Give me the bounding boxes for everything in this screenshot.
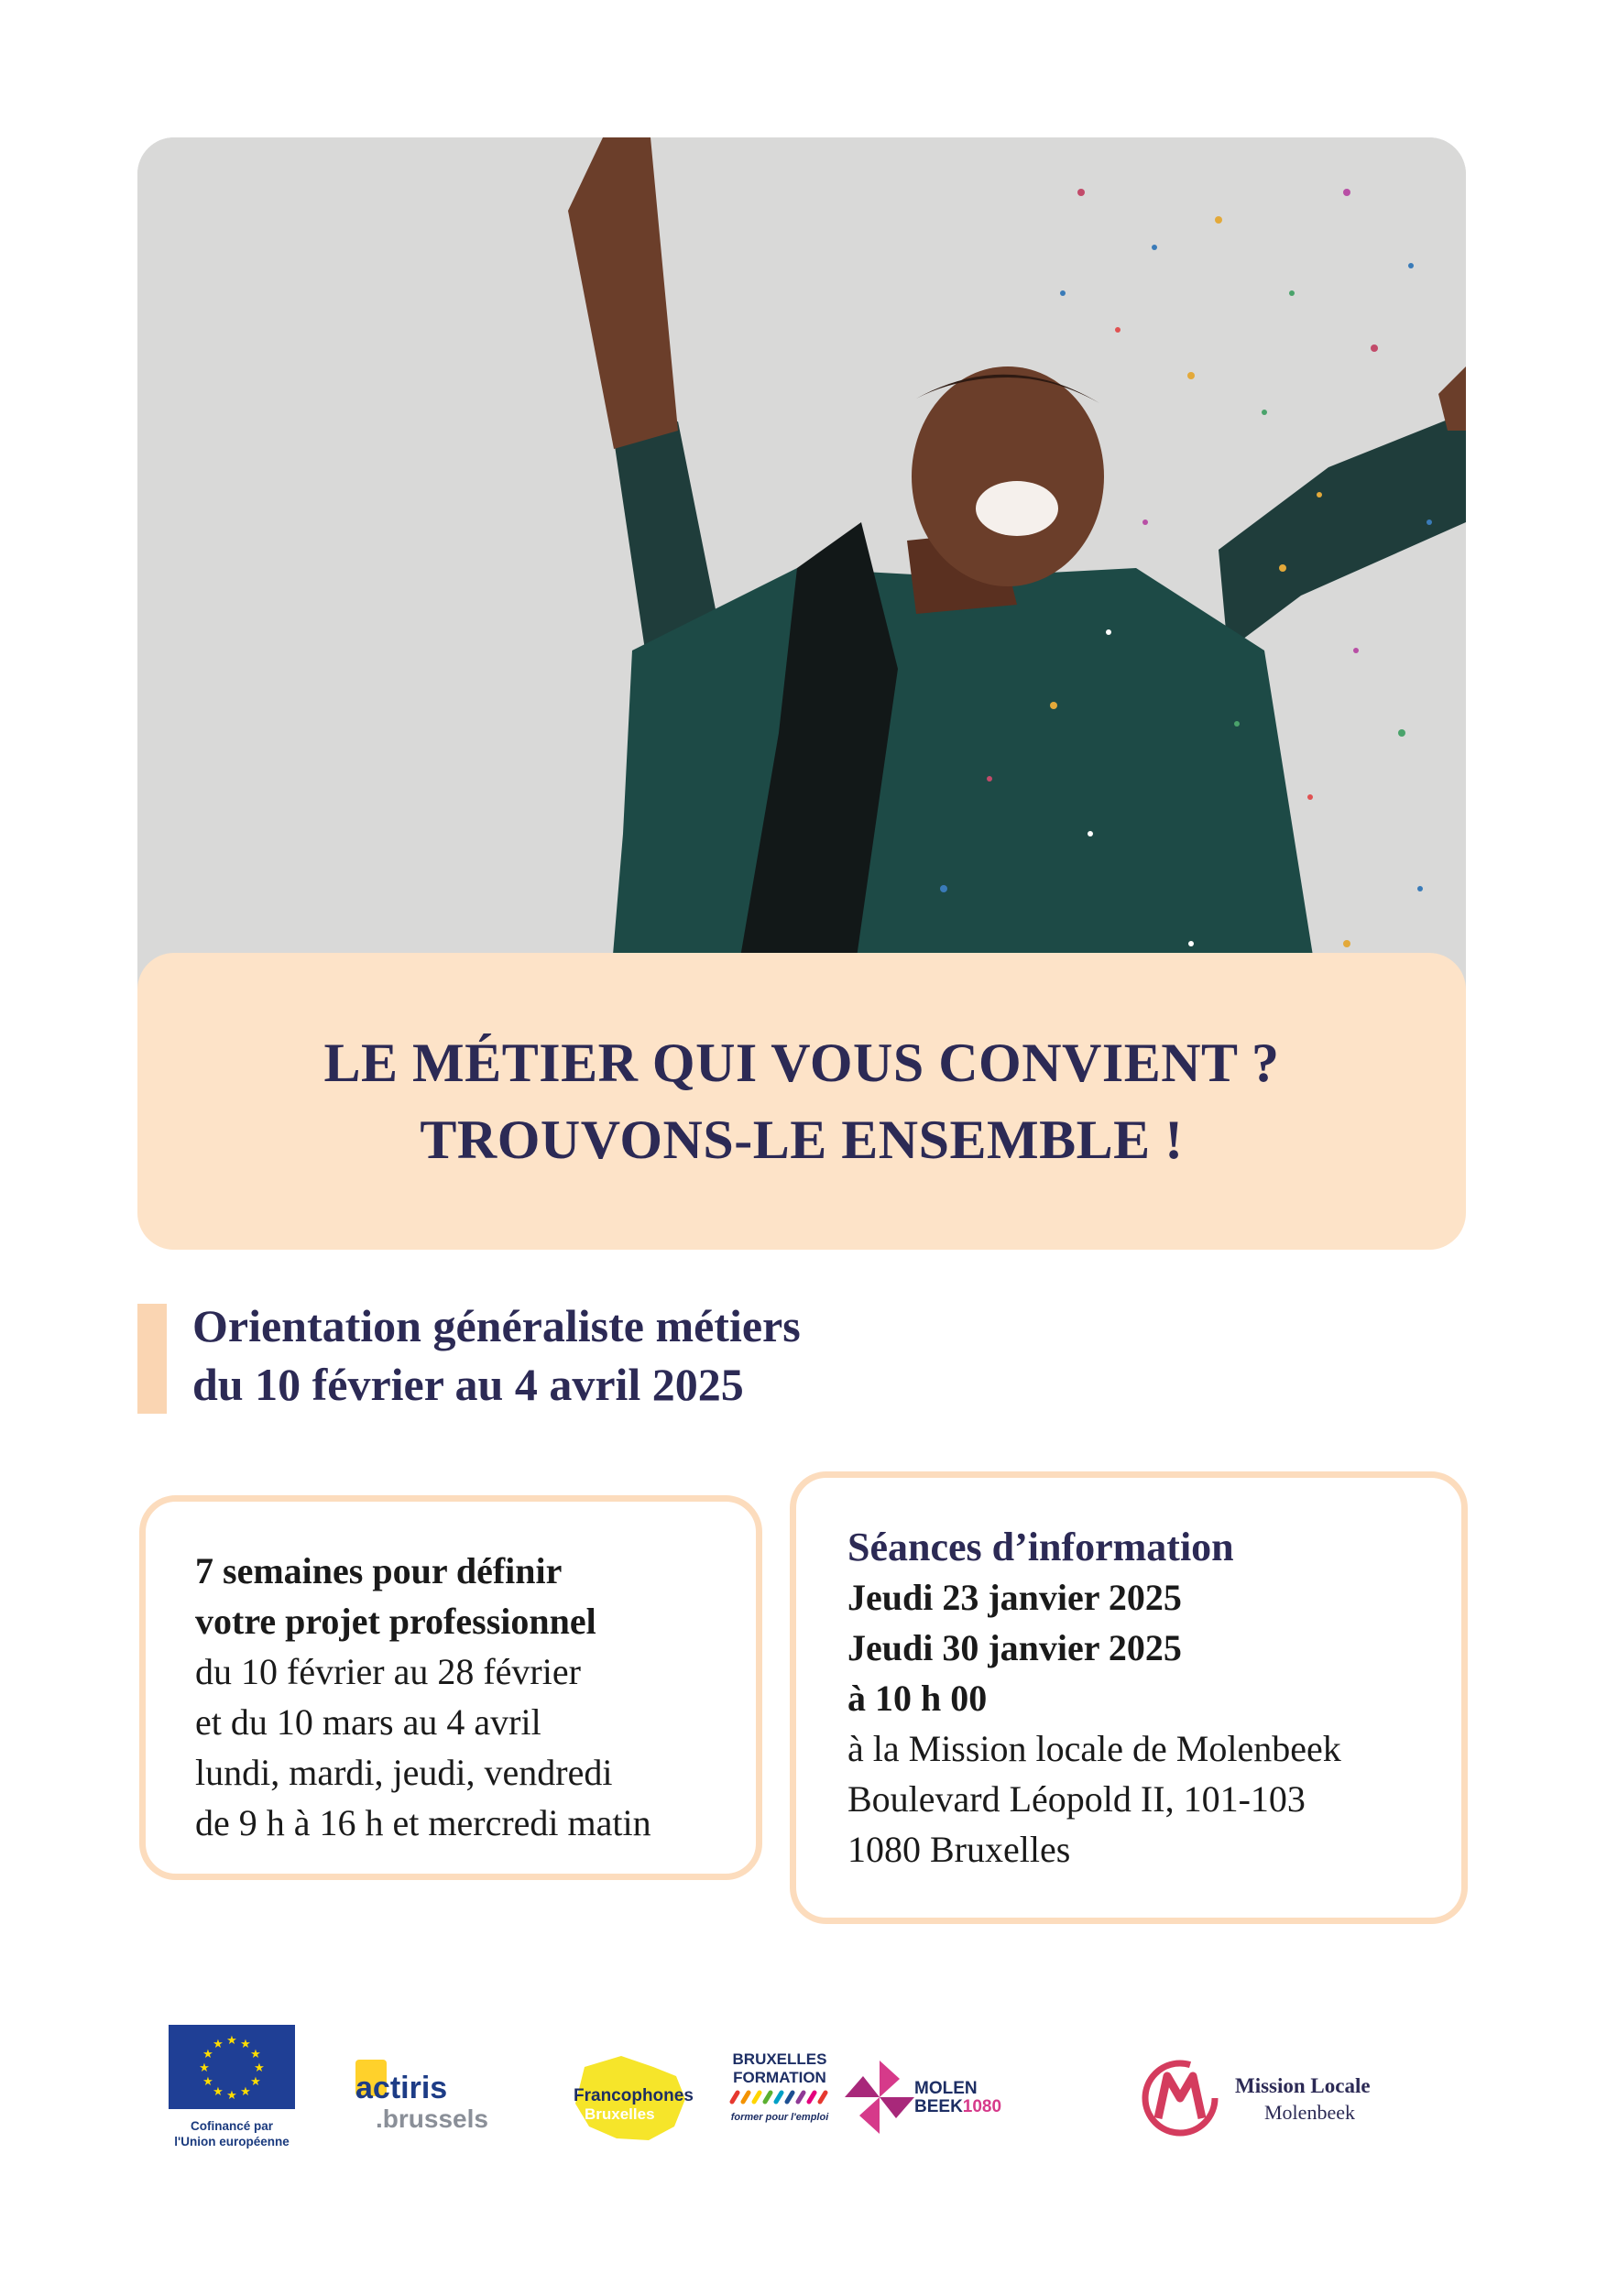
svg-text:★: ★ bbox=[213, 2038, 224, 2051]
program-heading-1: 7 semaines pour définir bbox=[195, 1550, 563, 1591]
session-date-2: Jeudi 30 janvier 2025 bbox=[847, 1627, 1182, 1668]
svg-text:★: ★ bbox=[250, 2075, 261, 2089]
program-days: lundi, mardi, jeudi, vendredi bbox=[195, 1752, 613, 1793]
program-heading-2: votre projet professionnel bbox=[195, 1601, 596, 1642]
headline-line-2: TROUVONS-LE ENSEMBLE ! bbox=[420, 1110, 1184, 1170]
subtitle bbox=[137, 1296, 1237, 1412]
actiris-domain: .brussels bbox=[376, 2105, 488, 2133]
session-city: 1080 Bruxelles bbox=[847, 1829, 1071, 1870]
info-sessions-box bbox=[790, 1471, 1468, 1924]
eu-caption-line-2: l'Union européenne bbox=[174, 2135, 290, 2148]
subtitle-line-1: Orientation généraliste métiers bbox=[192, 1300, 801, 1351]
eu-logo bbox=[169, 2025, 297, 2149]
bf-stripes-icon bbox=[725, 2087, 835, 2105]
eu-caption-line-1: Cofinancé par bbox=[190, 2119, 274, 2133]
session-place: à la Mission locale de Molenbeek bbox=[847, 1728, 1341, 1769]
pinwheel-icon bbox=[843, 2056, 916, 2138]
session-street: Boulevard Léopold II, 101-103 bbox=[847, 1778, 1306, 1820]
mission-locale-logo bbox=[1136, 2050, 1402, 2151]
molenbeek-line-2 bbox=[914, 2098, 1001, 2116]
partner-logos bbox=[0, 1997, 1607, 2181]
subtitle-line-2: du 10 février au 4 avril 2025 bbox=[192, 1359, 744, 1410]
svg-text:★: ★ bbox=[250, 2048, 261, 2061]
headline-line-1: LE MÉTIER QUI VOUS CONVIENT ? bbox=[323, 1033, 1280, 1093]
molenbeek-line-1: MOLEN bbox=[914, 2079, 978, 2098]
svg-text:★: ★ bbox=[213, 2085, 224, 2099]
svg-text:★: ★ bbox=[199, 2061, 210, 2075]
actiris-logo bbox=[348, 2060, 541, 2151]
francophones-city: Bruxelles bbox=[585, 2105, 655, 2123]
program-dates-2: et du 10 mars au 4 avril bbox=[195, 1701, 541, 1743]
molenbeek-postcode: 1080 bbox=[962, 2097, 1002, 2116]
francophones-name: Francophones bbox=[574, 2086, 694, 2105]
info-sessions-title: Séances d’information bbox=[847, 1525, 1234, 1569]
francophones-bruxelles-logo bbox=[566, 2049, 722, 2149]
hero-photo bbox=[137, 137, 1466, 1054]
subtitle-accent-bar bbox=[137, 1304, 167, 1414]
celebration-illustration bbox=[137, 137, 1466, 1054]
svg-text:★: ★ bbox=[202, 2048, 213, 2061]
molenbeek-logo bbox=[843, 2056, 1026, 2148]
subtitle-text bbox=[192, 1296, 801, 1414]
mission-locale-name: Mission Locale bbox=[1235, 2074, 1371, 2097]
svg-text:★: ★ bbox=[240, 2085, 251, 2099]
actiris-name: actiris bbox=[355, 2071, 448, 2105]
headline-banner bbox=[137, 953, 1466, 1250]
session-time: à 10 h 00 bbox=[847, 1678, 988, 1719]
eu-flag-icon bbox=[169, 2025, 295, 2109]
mission-locale-city: Molenbeek bbox=[1264, 2101, 1355, 2124]
mission-locale-m-icon bbox=[1136, 2050, 1228, 2142]
session-date-1: Jeudi 23 janvier 2025 bbox=[847, 1577, 1182, 1618]
svg-text:★: ★ bbox=[202, 2075, 213, 2089]
eu-caption bbox=[163, 2118, 301, 2149]
svg-text:★: ★ bbox=[226, 2034, 237, 2048]
program-hours: de 9 h à 16 h et mercredi matin bbox=[195, 1802, 651, 1843]
program-box bbox=[139, 1495, 762, 1880]
bf-name-2: FORMATION bbox=[733, 2069, 826, 2086]
svg-text:★: ★ bbox=[226, 2089, 237, 2103]
svg-text:★: ★ bbox=[240, 2038, 251, 2051]
bf-tagline: former pour l'emploi bbox=[730, 2112, 829, 2123]
bruxelles-formation-logo bbox=[720, 2050, 839, 2151]
molenbeek-text bbox=[914, 2080, 1001, 2116]
molenbeek-beek: BEEK bbox=[914, 2097, 963, 2116]
svg-text:★: ★ bbox=[254, 2061, 265, 2075]
program-dates-1: du 10 février au 28 février bbox=[195, 1651, 581, 1692]
bf-name-1: BRUXELLES bbox=[732, 2050, 827, 2068]
